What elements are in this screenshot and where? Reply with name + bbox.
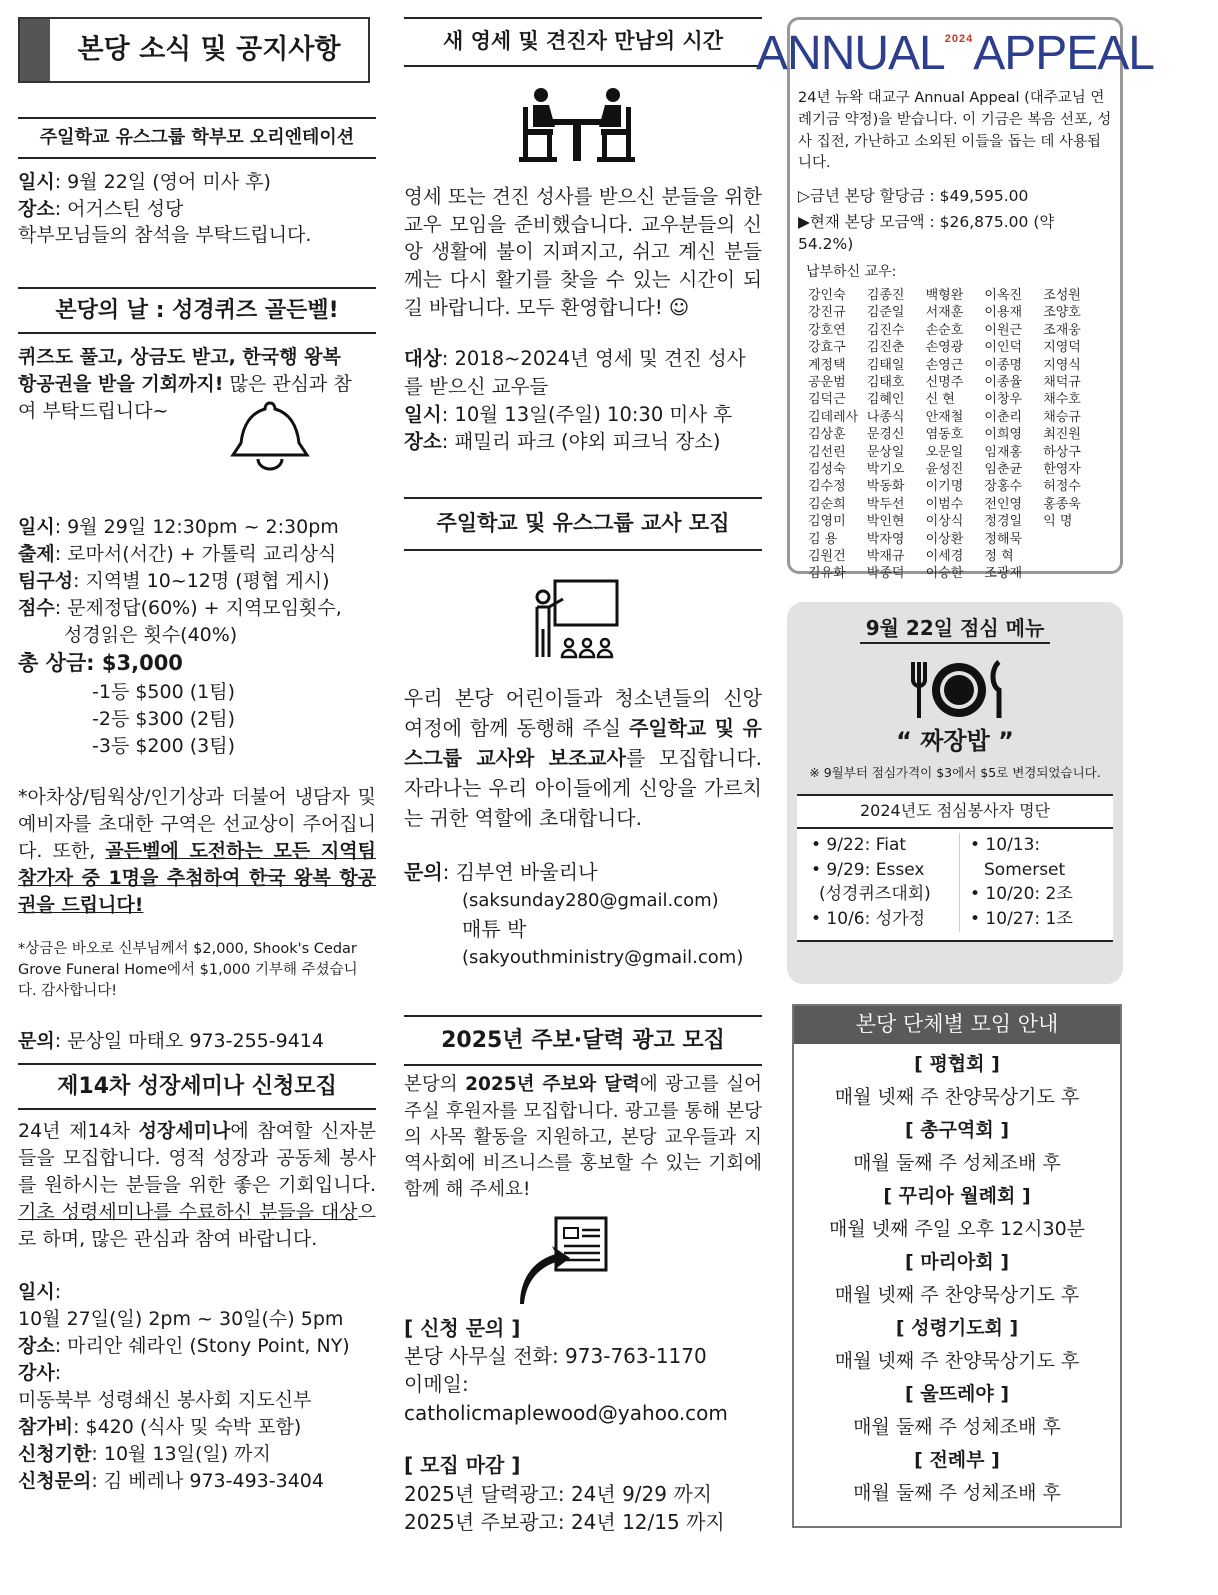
ads-email[interactable]: catholicmaplewood@yahoo.com bbox=[404, 1400, 728, 1425]
quiz-section bbox=[18, 287, 376, 1055]
newcomers-target: 대상: 2018~2024년 영세 및 견진 성사를 받으신 교우들 bbox=[404, 347, 746, 398]
donor-name: 정 혁 bbox=[984, 548, 1014, 564]
donor-name: 이춘리 bbox=[984, 409, 1023, 425]
donor-name: 이종명 bbox=[984, 357, 1023, 373]
group-name: [ 성령기도회 ] bbox=[895, 1317, 1019, 1340]
lunch-price-note: ※ 9월부터 점심가격이 $3에서 $5로 변경되었습니다. bbox=[809, 765, 1101, 781]
group-schedule: 매월 둘째 주 성체조배 후 bbox=[853, 1482, 1061, 1505]
quiz-score-cont: 성경읽은 횟수(40%) bbox=[64, 624, 238, 647]
donor-name: 임재홍 bbox=[984, 444, 1023, 460]
donor-name: 전인영 bbox=[984, 496, 1023, 512]
donor-name: 채승규 bbox=[1043, 409, 1081, 425]
quiz-prize-total: 총 상금: $3,000 bbox=[18, 651, 183, 676]
seminar-contact: 신청문의: 김 베레나 973-493-3404 bbox=[18, 1469, 324, 1492]
appeal-goal: ▷금년 본당 할당금 : $49,595.00 bbox=[798, 187, 1029, 205]
donor-name: 강인숙 bbox=[808, 287, 846, 303]
ads-email-label: 이메일: bbox=[404, 1372, 469, 1397]
seminar-lecturer: 미동북부 성령쇄신 봉사회 지도신부 bbox=[18, 1388, 312, 1411]
donor-name: 박기오 bbox=[866, 461, 905, 477]
group-schedule: 매월 둘째 주 성체조배 후 bbox=[853, 1416, 1061, 1439]
ads-body: 본당의 2025년 주보와 달력에 광고를 실어주실 후원자를 모집합니다. 광고를 통해 본당의 사목 활동을 지원하고, 본당 교우들과 지역사회에 비즈니스를 홍보할 수 있는 기회에 함께 해 주세요! bbox=[404, 1074, 762, 1201]
group-name: [ 전례부 ] bbox=[914, 1449, 1000, 1472]
orientation-note: 학부모님들의 참석을 부탁드립니다. bbox=[18, 224, 312, 247]
donor-name: 박재규 bbox=[866, 548, 905, 564]
appeal-body: 24년 뉴왁 대교구 Annual Appeal (대주교님 연례기금 약정)을 받습니다. 이 기금은 복음 선포, 성사 집전, 가난하고 소외된 이들을 돕는 데 사용됩니다. bbox=[798, 90, 1112, 172]
donor-name: 백형완 bbox=[925, 287, 964, 303]
teachers-body: 우리 본당 어린이들과 청소년들의 신앙 여정에 함께 동행해 주실 주일학교 및 유스그룹 교사와 보조교사를 모집합니다. 자라나는 우리 아이들에게 신앙을 가르치는 귀한 역할에 초대합니다. bbox=[404, 685, 762, 830]
teachers-section bbox=[404, 497, 762, 971]
donor-name: 박자영 bbox=[866, 531, 905, 547]
donor-name: 이원근 bbox=[984, 322, 1023, 338]
donor-name: 익 명 bbox=[1043, 514, 1073, 530]
seminar-lecturer-label: 강사: bbox=[18, 1361, 62, 1384]
donor-name: 김혜인 bbox=[866, 392, 905, 408]
group-schedule: 매월 넷째 주 찬양묵상기도 후 bbox=[834, 1284, 1080, 1307]
newcomers-section bbox=[404, 17, 762, 456]
donor-name: 이범수 bbox=[925, 496, 964, 512]
groups-heading: 본당 단체별 모임 안내 bbox=[794, 1006, 1120, 1044]
volunteer-right-1: • 10/13: bbox=[970, 834, 1041, 855]
donor-name: 손영근 bbox=[925, 357, 964, 373]
donor-name: 윤성진 bbox=[925, 461, 964, 477]
donor-name: 이승한 bbox=[925, 566, 964, 582]
lunch-box bbox=[787, 602, 1123, 984]
donor-name: 박인현 bbox=[866, 514, 905, 530]
ads-phone: 본당 사무실 전화: 973-763-1170 bbox=[404, 1343, 707, 1368]
donor-name: 김상훈 bbox=[808, 427, 846, 443]
seminar-place: 장소: 마리안 쉐라인 (Stony Point, NY) bbox=[18, 1335, 350, 1358]
donor-name: 홍종욱 bbox=[1043, 496, 1081, 512]
quiz-heading: 본당의 날 : 성경퀴즈 골든벨! bbox=[18, 287, 376, 334]
donor-name: 김선린 bbox=[808, 444, 846, 460]
appeal-box bbox=[756, 17, 1154, 582]
group-schedule: 매월 둘째 주 성체조배 후 bbox=[853, 1151, 1061, 1174]
donor-name: 이희영 bbox=[984, 427, 1023, 443]
appeal-year: 2024 bbox=[944, 33, 974, 45]
donor-name: 김유화 bbox=[808, 566, 846, 582]
donor-name: 정해묵 bbox=[984, 531, 1023, 547]
page-title: 본당 소식 및 공지사항 bbox=[77, 33, 341, 65]
volunteer-right-2: Somerset bbox=[984, 859, 1066, 880]
donor-name: 김준일 bbox=[866, 305, 905, 321]
orientation-heading: 주일학교 유스그룹 학부모 오리엔테이션 bbox=[18, 117, 376, 159]
volunteer-right-4: • 10/27: 1조 bbox=[970, 908, 1073, 929]
donor-name bbox=[1043, 531, 1102, 548]
ads-section bbox=[404, 1015, 762, 1536]
orientation-date: 일시: 9월 22일 (영어 미사 후) bbox=[18, 170, 271, 193]
donor-name: 문상일 bbox=[866, 444, 905, 460]
donor-name: 김덕근 bbox=[808, 392, 846, 408]
donor-name: 이창우 bbox=[984, 392, 1023, 408]
donor-name: 김태호 bbox=[866, 374, 905, 390]
teachers-heading: 주일학교 및 유스그룹 교사 모집 bbox=[404, 497, 762, 551]
newcomers-heading: 새 영세 및 견진자 만남의 시간 bbox=[404, 17, 762, 67]
donor-name: 조재웅 bbox=[1043, 322, 1081, 338]
lunch-menu: “ 짜장밥 ” bbox=[896, 727, 1014, 756]
donors-heading: 납부하신 교우: bbox=[806, 264, 897, 280]
bell-icon bbox=[228, 397, 312, 477]
group-schedule: 매월 넷째 주 찬양묵상기도 후 bbox=[834, 1350, 1080, 1373]
quiz-extra: *아차상/팀웍상/인기상과 더불어 냉담자 및 예비자를 초대한 구역은 선교상이 주어집니다. 또한, 골든벨에 도전하는 모든 지역팀 참가자 중 1명을 추첨하여 한국 왕복 항공권을 드립니다! bbox=[18, 785, 376, 916]
newspaper-arrow-icon bbox=[512, 1216, 762, 1306]
donor-name: 채수호 bbox=[1043, 392, 1081, 408]
groups-list bbox=[794, 1044, 1120, 1511]
donor-name: 신 현 bbox=[925, 392, 955, 408]
seminar-date-label: 일시: bbox=[18, 1281, 62, 1304]
donor-name: 이종율 bbox=[984, 374, 1023, 390]
donor-name: 김 용 bbox=[808, 531, 838, 547]
page-title-box bbox=[18, 17, 370, 83]
appeal-title: ANNUAL 2024 APPEAL bbox=[756, 27, 1154, 80]
donor-name: 이상환 bbox=[925, 531, 964, 547]
donor-name: 김원건 bbox=[808, 548, 846, 564]
donor-name: 김수정 bbox=[808, 479, 846, 495]
donor-name: 김성숙 bbox=[808, 461, 846, 477]
donor-name: 서재훈 bbox=[925, 305, 964, 321]
donor-name: 염동호 bbox=[925, 427, 964, 443]
donor-name: 오문일 bbox=[925, 444, 964, 460]
donor-name: 김영미 bbox=[808, 514, 846, 530]
donor-name bbox=[1043, 548, 1102, 565]
donor-name: 이세경 bbox=[925, 548, 964, 564]
donor-name: 문경신 bbox=[866, 427, 905, 443]
donor-name: 조성원 bbox=[1043, 287, 1081, 303]
orientation-place: 장소: 어거스틴 성당 bbox=[18, 197, 184, 220]
quiz-team: 팀구성: 지역별 10~12명 (평협 게시) bbox=[18, 570, 330, 593]
volunteer-right-3: • 10/20: 2조 bbox=[970, 884, 1073, 905]
donor-name bbox=[1043, 565, 1102, 582]
donor-name: 지영식 bbox=[1043, 357, 1081, 373]
title-accent-bar bbox=[20, 19, 50, 81]
donor-name: 하상구 bbox=[1043, 444, 1081, 460]
donor-name: 박동화 bbox=[866, 479, 905, 495]
group-schedule: 매월 넷째 주일 오후 12시30분 bbox=[828, 1218, 1086, 1241]
donor-name: 김진수 bbox=[866, 322, 905, 338]
quiz-contact: 문의: 문상일 마태오 973-255-9414 bbox=[18, 1029, 324, 1052]
group-schedule: 매월 넷째 주 찬양묵상기도 후 bbox=[834, 1085, 1080, 1108]
donor-name: 박두선 bbox=[866, 496, 905, 512]
donor-name: 김진춘 bbox=[866, 340, 905, 356]
ads-deadline-head: [ 모집 마감 ] bbox=[404, 1453, 521, 1478]
group-name: [ 울뜨레야 ] bbox=[904, 1383, 1009, 1406]
ads-deadline-bulletin: 2025년 주보광고: 24년 12/15 까지 bbox=[404, 1509, 725, 1534]
quiz-score: 점수: 문제정답(60%) + 지역모임횟수, bbox=[18, 597, 342, 620]
donor-name: 손순호 bbox=[925, 322, 964, 338]
seminar-fee: 참가비: $420 (식사 및 숙박 포함) bbox=[18, 1415, 302, 1438]
donor-name: 김데레사 bbox=[808, 409, 859, 425]
seminar-heading: 제14차 성장세미나 신청모집 bbox=[18, 1063, 376, 1110]
group-name: [ 평협회 ] bbox=[914, 1052, 1000, 1075]
donor-name: 지영덕 bbox=[1043, 340, 1081, 356]
seminar-deadline: 신청기한: 10월 13일(일) 까지 bbox=[18, 1442, 271, 1465]
teachers-contact2-name: 매튜 박 bbox=[462, 916, 527, 941]
donor-name: 이옥진 bbox=[984, 287, 1023, 303]
ads-inquiry-head: [ 신청 문의 ] bbox=[404, 1315, 521, 1340]
plate-cutlery-icon bbox=[907, 660, 1113, 720]
donor-name: 공운범 bbox=[808, 374, 846, 390]
donor-name: 한영자 bbox=[1043, 461, 1081, 477]
donor-name: 손영광 bbox=[925, 340, 964, 356]
donor-name: 정경일 bbox=[984, 514, 1023, 530]
quiz-date: 일시: 9월 29일 12:30pm ~ 2:30pm bbox=[18, 516, 339, 539]
meeting-table-icon bbox=[519, 87, 762, 163]
newcomers-place: 장소: 패밀리 파크 (야외 피크닉 장소) bbox=[404, 430, 721, 454]
volunteer-left-4: • 10/6: 성가정 bbox=[811, 908, 926, 929]
donor-name: 이인덕 bbox=[984, 340, 1023, 356]
teachers-contact: 문의: 김부연 바울리나 bbox=[404, 859, 598, 884]
donor-name: 나종식 bbox=[866, 409, 905, 425]
volunteer-left-1: • 9/22: Fiat bbox=[811, 834, 907, 855]
donor-name: 이상식 bbox=[925, 514, 964, 530]
donor-name: 이용재 bbox=[984, 305, 1023, 321]
donor-name: 김태일 bbox=[866, 357, 905, 373]
donor-name: 강호연 bbox=[808, 322, 846, 338]
group-name: [ 꾸리아 월례회 ] bbox=[883, 1185, 1031, 1207]
donor-list bbox=[798, 287, 1112, 583]
ads-deadline-calendar: 2025년 달력광고: 24년 9/29 까지 bbox=[404, 1481, 712, 1506]
donor-name: 허정수 bbox=[1043, 479, 1081, 495]
newcomers-body: 영세 또는 견진 성사를 받으신 분들을 위한 교우 모임을 준비했습니다. 교우분들의 신앙 생활에 불이 지펴지고, 쉬고 계신 분들께는 다시 활기를 찾을 수 있는 시간이 되길 바랍니다. 모두 환영합니다! ☺ bbox=[404, 184, 762, 319]
orientation-section bbox=[18, 117, 376, 249]
group-name: [ 총구역회 ] bbox=[904, 1118, 1009, 1141]
quiz-intro: 퀴즈도 풀고, 상금도 받고, 한국행 왕복 항공권을 받을 기회까지! 많은 관심과 참여 부탁드립니다~ bbox=[18, 346, 352, 423]
donor-name: 계정택 bbox=[808, 357, 846, 373]
appeal-current: ▶현재 본당 모금액 : $26,875.00 (약 54.2%) bbox=[798, 213, 1055, 253]
volunteer-left-3: (성경퀴즈대회) bbox=[819, 884, 931, 905]
quiz-prize-3: -3등 $200 (3팀) bbox=[92, 734, 235, 757]
groups-box bbox=[792, 1004, 1122, 1528]
donor-name: 강효구 bbox=[808, 340, 846, 356]
volunteer-table bbox=[797, 794, 1113, 941]
volunteer-heading: 2024년도 점심봉사자 명단 bbox=[797, 796, 1113, 829]
donor-name: 조광재 bbox=[984, 566, 1023, 582]
donor-name: 박종덕 bbox=[866, 566, 905, 582]
group-name: [ 마리아회 ] bbox=[904, 1251, 1009, 1274]
donor-name: 이기명 bbox=[925, 479, 964, 495]
seminar-intro: 24년 제14차 성장세미나에 참여할 신자분들을 모집합니다. 영적 성장과 공동체 봉사를 원하시는 분들을 위한 좋은 기회입니다. 기초 성령세미나를 수료하신 분들을 대상으로 하며, 많은 관심과 참여 바랍니다. bbox=[18, 1120, 376, 1251]
donor-name: 임춘균 bbox=[984, 461, 1023, 477]
donor-name: 안재철 bbox=[925, 409, 964, 425]
teachers-contact2-email: (sakyouthministry@gmail.com) bbox=[462, 946, 744, 968]
donor-name: 김종진 bbox=[866, 287, 905, 303]
quiz-prize-2: -2등 $300 (2팀) bbox=[92, 707, 235, 730]
donor-name: 신명주 bbox=[925, 374, 964, 390]
lunch-heading: 9월 22일 점심 메뉴 bbox=[860, 614, 1050, 644]
donor-name: 최진원 bbox=[1043, 427, 1081, 443]
seminar-section bbox=[18, 1063, 376, 1495]
donor-name: 채덕규 bbox=[1043, 374, 1081, 390]
teacher-board-icon bbox=[529, 579, 762, 665]
quiz-prize-1: -1등 $500 (1팀) bbox=[92, 680, 235, 703]
teachers-contact1-email: (saksunday280@gmail.com) bbox=[462, 889, 719, 911]
volunteer-left-2: • 9/29: Essex bbox=[811, 859, 925, 880]
donor-name: 김순희 bbox=[808, 496, 846, 512]
donor-name: 강진규 bbox=[808, 305, 846, 321]
newcomers-date: 일시: 10월 13일(주일) 10:30 미사 후 bbox=[404, 402, 733, 426]
quiz-topic: 출제: 로마서(서간) + 가톨릭 교리상식 bbox=[18, 543, 337, 566]
ads-heading: 2025년 주보·달력 광고 모집 bbox=[404, 1015, 762, 1066]
donor-name: 조양호 bbox=[1043, 305, 1081, 321]
quiz-footnote: *상금은 바오로 신부님께서 $2,000, Shook's Cedar Grove Funeral Home에서 $1,000 기부해 주셨습니다. 감사합니다! bbox=[18, 940, 358, 999]
seminar-date: 10월 27일(일) 2pm ~ 30일(수) 5pm bbox=[18, 1308, 344, 1331]
donor-name: 장홍수 bbox=[984, 479, 1023, 495]
